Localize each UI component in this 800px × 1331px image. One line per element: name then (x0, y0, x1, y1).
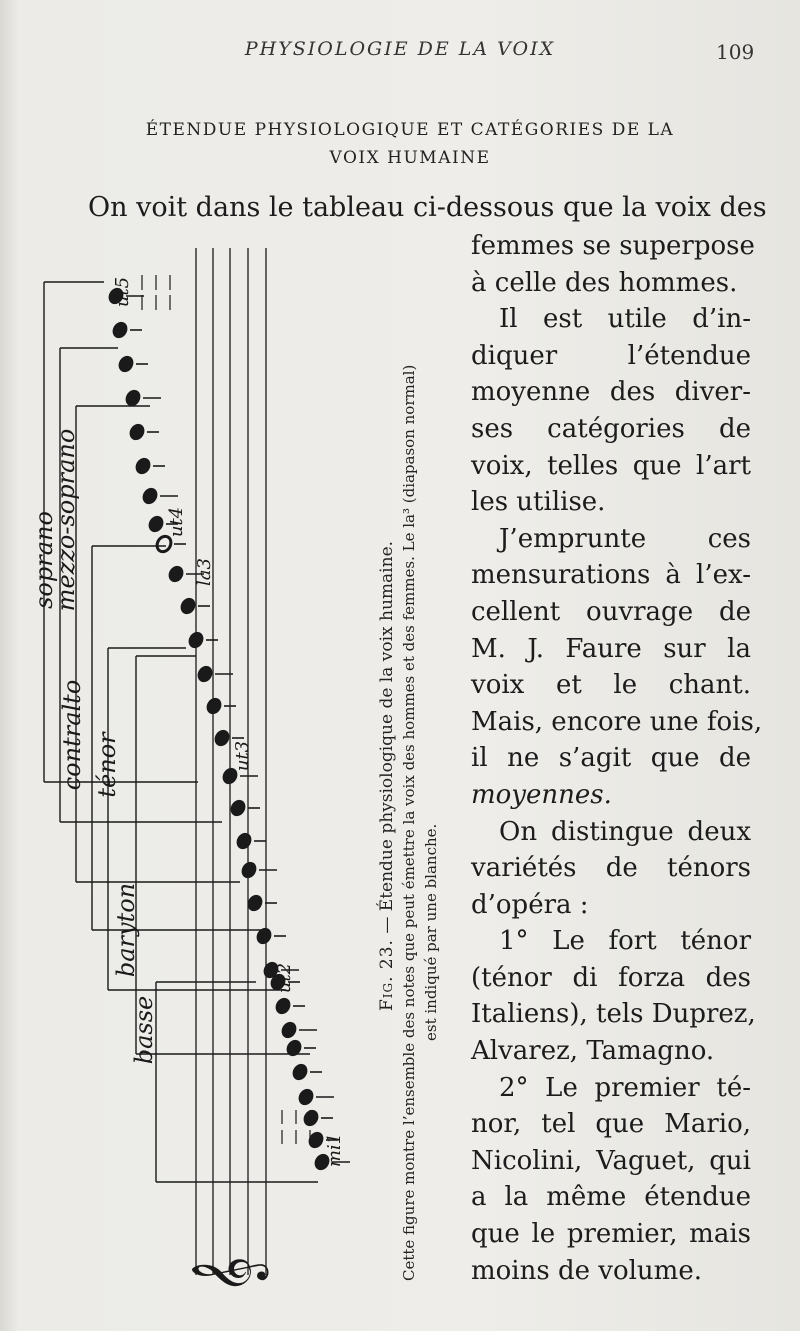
text-line: mensurations à l’ex- (471, 560, 751, 591)
text-line: femmes se superpose (471, 231, 755, 261)
note-head (127, 422, 146, 442)
text-line: 2° Le premier té- (499, 1072, 751, 1103)
text-line: M. J. Faure sur la (471, 633, 751, 664)
text-line: On distingue deux (499, 816, 751, 847)
caption-description-2: est indiqué par une blanche. (422, 823, 440, 1041)
text-line (471, 777, 751, 814)
text-line: il ne s’agit que de (471, 743, 751, 774)
note-head (273, 996, 292, 1016)
text-line: moins de volume. (471, 1255, 702, 1286)
note-head (279, 1020, 298, 1040)
caption-fig-label: Fig. 23. (377, 939, 397, 1011)
note-label: la3 (194, 558, 215, 586)
section-title-line-2: VOIX HUMAINE (329, 148, 491, 168)
note-head (284, 1038, 303, 1058)
note-head (186, 630, 205, 650)
lead-line: On voit dans le tableau ci-dessous que la voix des (88, 192, 767, 223)
text-line: (ténor di forza des (471, 962, 751, 993)
text-line: Mais, encore une fois, (471, 706, 763, 737)
note-head (306, 1130, 325, 1150)
note-head (296, 1087, 315, 1107)
voice-label: ténor (93, 732, 121, 798)
note-head (146, 514, 165, 534)
text-line: nor, tel que Mario, (471, 1109, 751, 1140)
text-line: Nicolini, Vaguet, qui (471, 1145, 751, 1176)
note-head (110, 320, 129, 340)
note-label: ut4 (166, 506, 187, 538)
voice-label: baryton (112, 882, 140, 978)
text-line: diquer l’étendue (471, 340, 751, 371)
figure-caption (376, 231, 442, 1281)
caption-description-1: Cette figure montre l’ensemble des notes que peut émettre la voix des hommes et des femmes. Le la³ (diapason normal) (400, 364, 418, 1281)
note-head (228, 798, 247, 818)
voice-label: basse (130, 995, 158, 1065)
note-head (290, 1062, 309, 1082)
note-head (239, 860, 258, 880)
note-head (178, 596, 197, 616)
page-number: 109 (716, 40, 755, 64)
note-head (254, 926, 273, 946)
text-line: a la même étendue (471, 1182, 751, 1213)
note-head (212, 728, 231, 748)
note-head (166, 564, 185, 584)
caption-dash: — (377, 911, 397, 940)
note-head (140, 486, 159, 506)
text-line: Italiens), tels Duprez, (471, 999, 756, 1030)
treble-clef-icon: 𝄞 (192, 1256, 266, 1294)
note-head (195, 664, 214, 684)
text-line: d’opéra : (471, 889, 589, 920)
note-head (301, 1108, 320, 1128)
note-label: ut2 (274, 962, 295, 994)
text-line: ses catégories de (471, 413, 751, 444)
running-head: PHYSIOLOGIE DE LA VOIX (244, 38, 556, 60)
note-head (133, 456, 152, 476)
note-head (204, 696, 223, 716)
body-text-column (471, 228, 763, 1289)
caption-title: Étendue physiologique de la voix humaine. (377, 540, 397, 912)
text-line: 1° Le fort ténor (499, 926, 751, 957)
text-line: Alvarez, Tamagno. (471, 1036, 715, 1067)
section-title (60, 116, 760, 172)
text-line: cellent ouvrage de (471, 596, 751, 627)
note-label: ut5 (112, 276, 133, 308)
note-head (123, 388, 142, 408)
text-line: variétés de ténors (471, 853, 751, 884)
text-line: voix et le chant. (471, 670, 751, 701)
note-label: ut3 (232, 740, 253, 772)
emphasis: moyennes. (471, 779, 612, 810)
caption-title-line (376, 231, 398, 1281)
text-line: moyenne des diver- (471, 377, 751, 408)
section-title-line-1: ÉTENDUE PHYSIOLOGIQUE ET CATÉGORIES DE LA (145, 120, 675, 140)
text-line: Il est utile d’in- (499, 304, 751, 335)
voice-label: mezzo-soprano (52, 428, 80, 612)
note-label: mi1 (324, 1132, 345, 1168)
note-head (116, 354, 135, 374)
note-head (234, 831, 253, 851)
text-line: les utilise. (471, 487, 606, 518)
text-line: J’emprunte ces (499, 523, 751, 554)
text-line: voix, telles que l’art (471, 450, 751, 481)
voice-label: soprano (30, 511, 58, 609)
voice-label: contralto (58, 679, 86, 791)
text-line: que le premier, mais (471, 1219, 751, 1250)
text-line: à celle des hommes. (471, 267, 738, 298)
